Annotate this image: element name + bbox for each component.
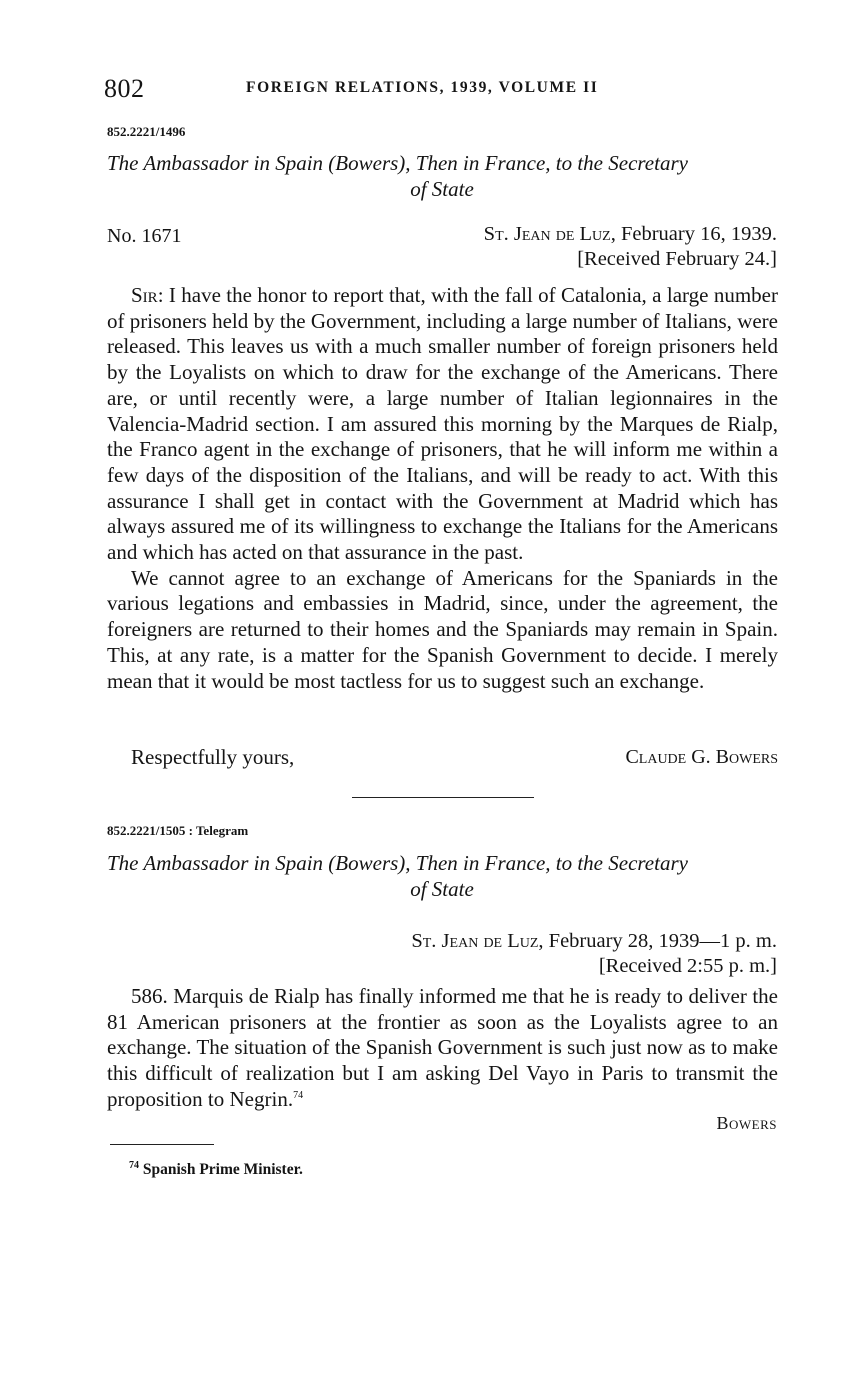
file-reference-2: 852.2221/1505 : Telegram <box>107 823 249 838</box>
running-head: FOREIGN RELATIONS, 1939, VOLUME II <box>246 79 599 96</box>
document-title-2-line2: of State <box>410 877 474 901</box>
signature-1: Claude G. Bowers <box>625 746 778 768</box>
received-1: [Received February 24.] <box>577 248 777 270</box>
telegram-body <box>107 984 778 1113</box>
paragraph-2: We cannot agree to an exchange of Americans for the Spaniards in the various legations and embassies in Madrid, since, under the agreement, the foreigners are returned to their homes and the Spaniards may remain in Spain. This, at any rate, is a matter for the Spanish Government to decide. I merely mean that it would be most tactless for us to suggest such an exchange. <box>107 565 778 693</box>
page-number: 802 <box>104 74 145 103</box>
document-title-1-line1: The Ambassador in Spain (Bowers), Then in France, to the Secretary <box>107 151 688 175</box>
section-divider <box>352 797 534 798</box>
document-title-2 <box>107 850 777 902</box>
document-title-1 <box>107 150 777 202</box>
salutation: Sir <box>131 283 158 307</box>
footnote-rule <box>110 1144 214 1145</box>
telegram-paragraph <box>107 984 778 1113</box>
dateline-1-place: St. Jean de Luz <box>483 223 611 245</box>
paragraph-1-text: : I have the honor to report that, with the fall of Catalonia, a large number of prisoners held by the Government, including a large number of Italians, were released. This leaves us with a much smaller number of foreign prisoners held by the Loyalists on which to draw for the exchange of the Americans. There are, or until recently were, a large number of Italian legionnaires in the Valencia-Madrid section. I am assured this morning by the Marques de Rialp, the Franco agent in the exchange of prisoners, that he will inform me within a few days of the disposition of the Italians, and will be ready to act. With this assurance I shall get in contact with the Government at Madrid which has always assured me of its willingness to exchange the Italians for the Americans and which has acted on that assurance in the past. <box>107 283 778 565</box>
footnote-reference: 74 <box>293 1089 304 1101</box>
document-title-2-line1: The Ambassador in Spain (Bowers), Then in France, to the Secretary <box>107 851 688 875</box>
closing-line <box>107 745 778 771</box>
received-2: [Received 2:55 p. m.] <box>598 955 777 977</box>
dateline-1 <box>484 222 777 272</box>
closing: Respectfully yours, <box>131 745 295 769</box>
document-title-1-line2: of State <box>410 177 474 201</box>
telegram-text: 586. Marquis de Rialp has finally informed me that he is ready to deliver the 81 American prisoners at the frontier as soon as the Loyalists agree to an exchange. The situation of the Spanish Government is such just now as to make this difficult of realization but I am asking Del Vayo in Paris to transmit the proposition to Negrin. <box>107 984 778 1111</box>
document-number: No. 1671 <box>107 225 182 247</box>
dateline-2-date: , February 28, 1939—1 p. m. <box>538 930 777 952</box>
paragraph-1 <box>107 283 778 566</box>
footnote-marker: 74 <box>129 1159 139 1171</box>
signature-2: Bowers <box>716 1113 777 1133</box>
footnote-text: Spanish Prime Minister. <box>142 1161 303 1178</box>
footnote <box>129 1161 303 1179</box>
file-reference-1: 852.2221/1496 <box>107 124 186 139</box>
letter-body <box>107 283 778 694</box>
dateline-2-place: St. Jean de Luz <box>411 930 539 952</box>
dateline-1-date: , February 16, 1939. <box>610 223 777 245</box>
dateline-2 <box>411 929 777 979</box>
